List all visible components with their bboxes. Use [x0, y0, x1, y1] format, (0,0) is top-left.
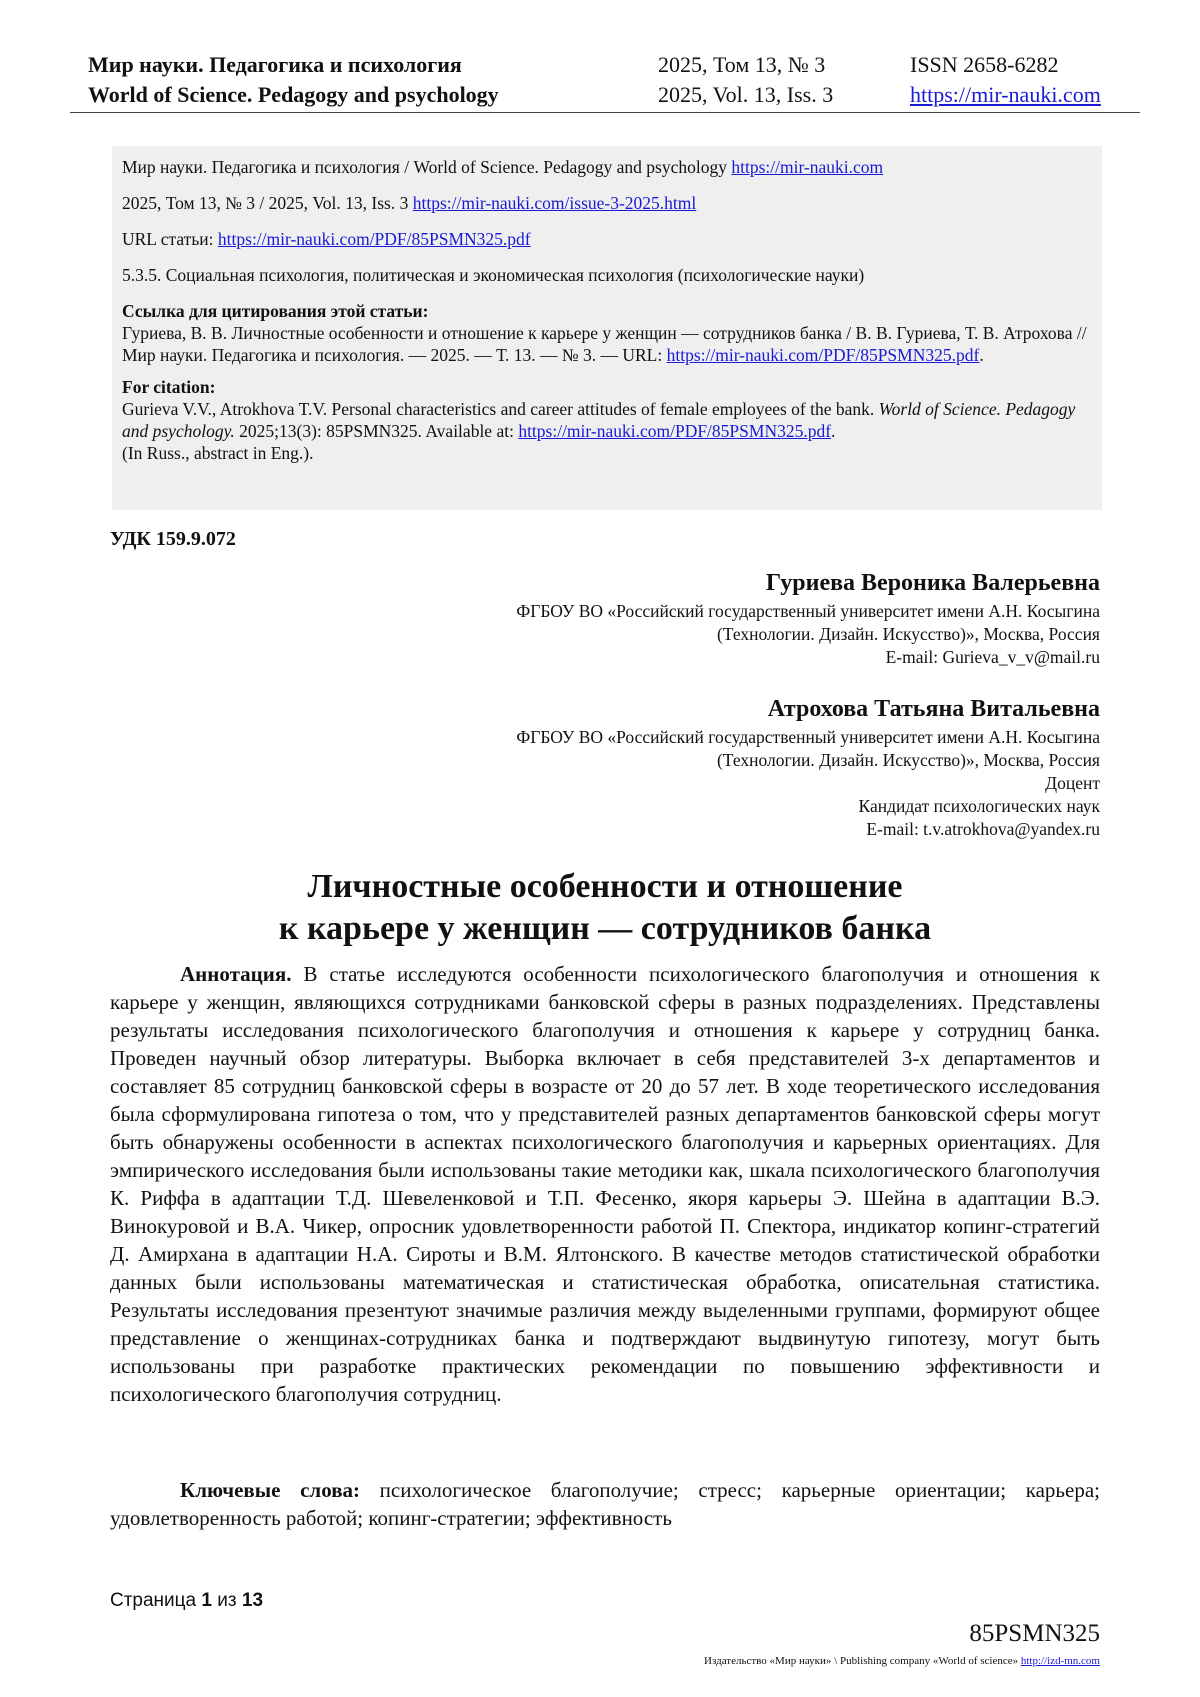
specialty-line: 5.3.5. Социальная психология, политическая и экономическая психология (психологические науки)	[122, 265, 865, 285]
header-row-ru	[88, 50, 1140, 80]
citation-en-journal: World of Science. Pedagogy and psychology.	[122, 399, 1076, 441]
publisher-line	[704, 1655, 1100, 1667]
abstract-label: Аннотация.	[180, 962, 292, 986]
citation-ru-text: Гуриева, В. В. Личностные особенности и отношение к карьере у женщин — сотрудников банка / В. В. Гуриева, Т. В. Атрохова // Мир науки. Педагогика и психология. — 2025. — Т. 13. — № 3. — URL:	[122, 323, 1087, 365]
title-line: к карьере у женщин — сотрудников банка	[278, 910, 932, 947]
journal-link[interactable]: https://mir-nauki.com	[731, 157, 884, 177]
header-row-en	[88, 80, 1140, 110]
author-degree: Кандидат психологических наук	[858, 796, 1100, 816]
running-header	[70, 50, 1140, 113]
citation-en-note: (In Russ., abstract in Eng.).	[122, 443, 314, 463]
issn: ISSN 2658-6282	[910, 52, 1059, 77]
journal-line-text: Мир науки. Педагогика и психология / World of Science. Pedagogy and psychology	[122, 157, 727, 177]
keywords-label: Ключевые слова:	[180, 1478, 361, 1502]
author-affiliation-cont: (Технологии. Дизайн. Искусство)», Москва, Россия	[716, 750, 1100, 770]
citation-ru-heading: Ссылка для цитирования этой статьи:	[122, 301, 429, 321]
issue-link[interactable]: https://mir-nauki.com/issue-3-2025.html	[412, 193, 697, 213]
issue-ru: 2025, Том 13, № 3	[658, 52, 826, 77]
title-line: Личностные особенности и отношение	[307, 868, 903, 905]
issue-line	[122, 192, 1090, 214]
author-email: E-mail: t.v.atrokhova@yandex.ru	[866, 819, 1100, 839]
author-position: Доцент	[1045, 773, 1100, 793]
article-url-label: URL статьи:	[122, 229, 214, 249]
article-code: 85PSMN325	[969, 1620, 1100, 1647]
author-block	[516, 694, 1100, 841]
author-block	[516, 568, 1100, 669]
citation-en: For citation: Gurieva V.V., Atrokhova T.V. Personal characteristics and career attitudes of female employees of the bank. World of Science. Pedagogy and psychology. 2025;13(3): 85PSMN325. Available at: https://mir-nauki.com/PDF/85PSMN325.pdf. (In Russ., abstract in Eng.).	[122, 377, 1076, 463]
page-number	[110, 1590, 263, 1612]
issue-line-text: 2025, Том 13, № 3 / 2025, Vol. 13, Iss. 3	[122, 193, 409, 213]
citation-en-text: Gurieva V.V., Atrokhova T.V. Personal characteristics and career attitudes of female employees of the bank.	[122, 399, 875, 419]
author-affiliation-cont: (Технологии. Дизайн. Искусство)», Москва, Россия	[716, 624, 1100, 644]
publisher-link[interactable]: http://izd-mn.com	[1020, 1655, 1100, 1667]
abstract-text: В статье исследуются особенности психологического благополучия и отношения к карьере у женщин, являющихся сотрудниками банковской сферы в разных подразделениях. Представлены результаты исследования психологического благополучия и отношения к карьере у сотрудниц банка. Проведен научный обзор литературы. Выборка включает в себя представителей 3-х департаментов и составляет 85 сотрудниц банковской сферы в возрасте от 20 до 57 лет. В ходе теоретического исследования была сформулирована гипотеза о том, что у представителей разных департаментов банковской сферы могут быть обнаружены особенности в аспектах психологического благополучия и карьерных ориентациях. Для эмпирического исследования были использованы такие методики как, шкала психологического благополучия К. Риффа в адаптации Т.Д. Шевеленковой и Т.П. Фесенко, якоря карьеры Э. Шейна в адаптации В.Э. Винокуровой и В.А. Чикер, опросник удовлетворенности работой П. Спектора, индикатор копинг-стратегий Д. Амирхана в адаптации Н.А. Сироты и В.М. Ялтонского. В качестве методов статистической обработки данных были использованы математическая и статистическая обработка, описательная статистика. Результаты исследования презентуют значимые различия между выделенными группами, формируют общее представление о женщинах-сотрудниках банка и подтверждают выдвинутую гипотезу, могут быть использованы при разработке практических рекомендации по повышению эффективности и психологического благополучия сотрудниц.	[110, 962, 1101, 1406]
page-current: 1	[201, 1590, 212, 1611]
page-of: из	[217, 1590, 237, 1611]
author-name: Гуриева Вероника Валерьевна	[765, 570, 1100, 596]
keywords	[110, 1476, 1100, 1532]
citation-en-details: 2025;13(3): 85PSMN325. Available at:	[239, 421, 514, 441]
journal-name-ru: Мир науки. Педагогика и психология	[88, 52, 462, 77]
article-url-line	[122, 228, 1090, 250]
author-email: E-mail: Gurieva_v_v@mail.ru	[885, 647, 1100, 667]
udk-code: УДК 159.9.072	[110, 528, 236, 550]
journal-site-link[interactable]: https://mir-nauki.com	[910, 82, 1101, 107]
article-title	[100, 866, 1110, 950]
citation-ru: Ссылка для цитирования этой статьи: Гуриева, В. В. Личностные особенности и отношение к карьере у женщин — сотрудников банка / В. В. Гуриева, Т. В. Атрохова // Мир науки. Педагогика и психология. — 2025. — Т. 13. — № 3. — URL: https://mir-nauki.com/PDF/85PSMN325.pdf.	[122, 301, 1087, 365]
journal-name-en: World of Science. Pedagogy and psychology	[88, 82, 499, 107]
citation-ru-link[interactable]: https://mir-nauki.com/PDF/85PSMN325.pdf	[666, 345, 980, 365]
page-total: 13	[241, 1590, 264, 1611]
publisher-text: Издательство «Мир науки» \ Publishing company «World of science»	[704, 1655, 1019, 1667]
citation-en-link[interactable]: https://mir-nauki.com/PDF/85PSMN325.pdf	[518, 421, 832, 441]
journal-line	[122, 156, 1090, 178]
page-word: Страница	[110, 1590, 197, 1611]
citation-en-heading: For citation:	[122, 377, 216, 397]
abstract	[110, 960, 1100, 1408]
keywords-text: психологическое благополучие; стресс; карьерные ориентации; карьера; удовлетворенность работой; копинг-стратегии; эффективность	[110, 1478, 1100, 1530]
article-url-link[interactable]: https://mir-nauki.com/PDF/85PSMN325.pdf	[217, 229, 531, 249]
citation-info-box	[112, 146, 1102, 510]
author-affiliation: ФГБОУ ВО «Российский государственный университет имени А.Н. Косыгина	[516, 601, 1100, 621]
author-affiliation: ФГБОУ ВО «Российский государственный университет имени А.Н. Косыгина	[516, 727, 1100, 747]
issue-en: 2025, Vol. 13, Iss. 3	[658, 82, 834, 107]
author-name: Атрохова Татьяна Витальевна	[767, 696, 1100, 722]
